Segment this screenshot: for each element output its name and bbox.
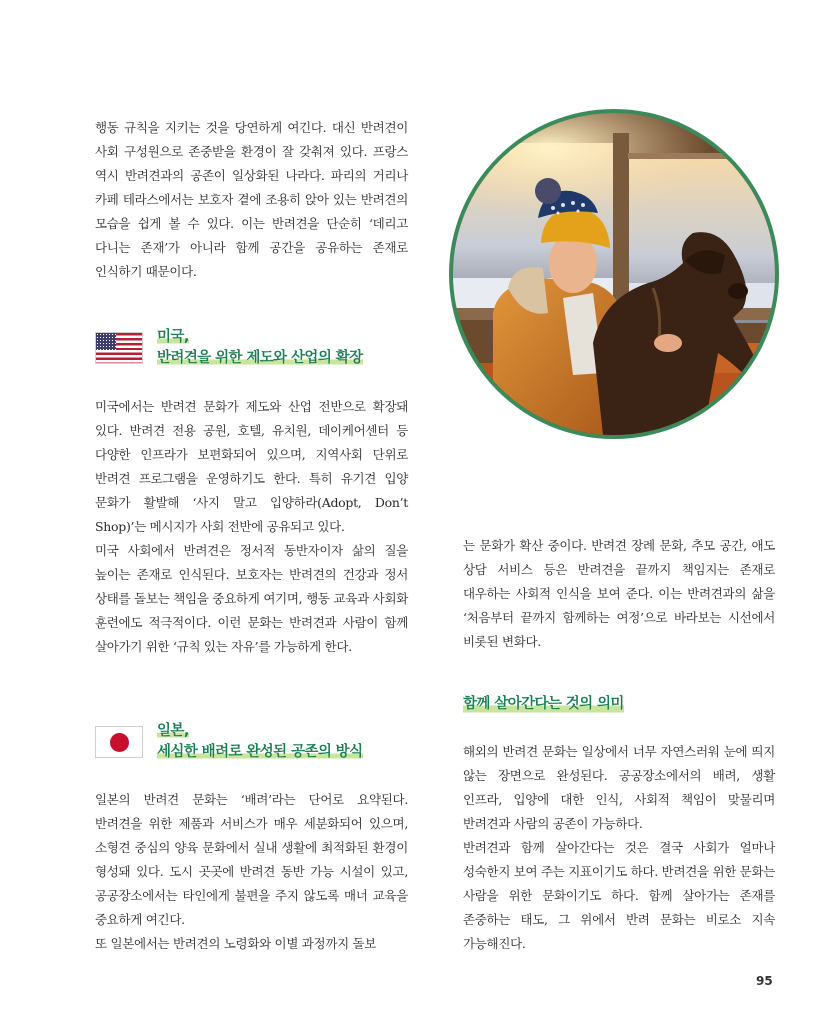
japan-section-body (95, 788, 408, 956)
meaning-section-heading (463, 694, 624, 714)
woman-with-dog-on-train-photo (449, 109, 779, 439)
usa-heading-line2: 반려견을 위한 제도와 산업의 확장 (157, 350, 363, 366)
japan-paragraph-1: 일본의 반려견 문화는 ‘배려’라는 단어로 요약된다. 반려견을 위한 제품과 서비스가 매우 세분화되어 있으며, 소형견 중심의 양육 문화에서 실내 생활에 최적화된 환경이 형성돼 있다. 도시 곳곳에 반려견 동반 가능 시설이 있고, 공공장소에서는 타인에게 불편을 주지 않도록 매너 교육을 중요하게 여긴다. (95, 792, 408, 927)
usa-flag-icon (95, 332, 143, 364)
usa-paragraph-2: 미국 사회에서 반려견은 정서적 동반자이자 삶의 질을 높이는 존재로 인식된다. 보호자는 반려견의 건강과 정서 상태를 돌보는 책임을 중요하게 여기며, 행동 교육과 사회화 훈련에도 적극적이다. 이런 문화는 반려견과 사람이 함께 살아가기 위한 ‘규칙 있는 자유’를 가능하게 한다. (95, 543, 408, 654)
meaning-paragraph-1: 해외의 반려견 문화는 일상에서 너무 자연스러워 눈에 띄지 않는 장면으로 완성된다. 공공장소에서의 배려, 생활 인프라, 입양에 대한 인식, 사회적 책임이 맞물리며 반려견과 사람의 공존이 가능하다. (463, 744, 775, 831)
left-column (95, 116, 408, 284)
right-column (463, 534, 775, 654)
japan-heading-line1: 일본, (157, 723, 189, 739)
meaning-section-body (463, 740, 775, 956)
meaning-paragraph-2: 반려견과 함께 살아간다는 것은 결국 사회가 얼마나 성숙한지 보여 주는 지표이기도 하다. 반려견을 위한 문화는 사람을 위한 문화이기도 하다. 함께 살아가는 존재를 존중하는 태도, 그 위에서 반려 문화는 비로소 지속 가능해진다. (463, 840, 775, 951)
usa-section-heading (95, 326, 363, 368)
japan-heading-line2: 세심한 배려로 완성된 공존의 방식 (157, 744, 363, 760)
meaning-heading: 함께 살아간다는 것의 의미 (463, 696, 624, 712)
japan-section-heading (95, 720, 363, 762)
page-number: 95 (756, 974, 773, 988)
usa-section-body (95, 395, 408, 659)
japan-flag-icon (95, 726, 143, 758)
usa-heading-line1: 미국, (157, 329, 189, 345)
continuation-paragraph: 는 문화가 확산 중이다. 반려견 장례 문화, 추모 공간, 애도 상담 서비스 등은 반려견을 끝까지 책임지는 존재로 대우하는 사회적 인식을 보여 준다. 이는 반려견과의 삶을 ‘처음부터 끝까지 함께하는 여정’으로 바라보는 시선에서 비롯된 변화다. (463, 538, 775, 649)
usa-paragraph-1: 미국에서는 반려견 문화가 제도와 산업 전반으로 확장돼 있다. 반려견 전용 공원, 호텔, 유치원, 데이케어센터 등 다양한 인프라가 보편화되어 있으며, 지역사회 단위로 반려견 프로그램을 운영하기도 한다. 특히 유기견 입양 문화가 활발해 ‘사지 말고 입양하라(Adopt, Don’t Shop)’는 메시지가 사회 전반에 공유되고 있다. (95, 399, 408, 534)
japan-paragraph-2: 또 일본에서는 반려견의 노령화와 이별 과정까지 돌보 (95, 936, 377, 951)
intro-paragraph: 행동 규칙을 지키는 것을 당연하게 여긴다. 대신 반려견이 사회 구성원으로 존중받을 환경이 잘 갖춰져 있다. 프랑스 역시 반려견과의 공존이 일상화된 나라다. 파리의 거리나 카페 테라스에서는 보호자 곁에 조용히 앉아 있는 반려견의 모습을 쉽게 볼 수 있다. 이는 반려견을 단순히 ‘데리고 다니는 존재’가 아니라 함께 공간을 공유하는 존재로 인식하기 때문이다. (95, 120, 408, 279)
